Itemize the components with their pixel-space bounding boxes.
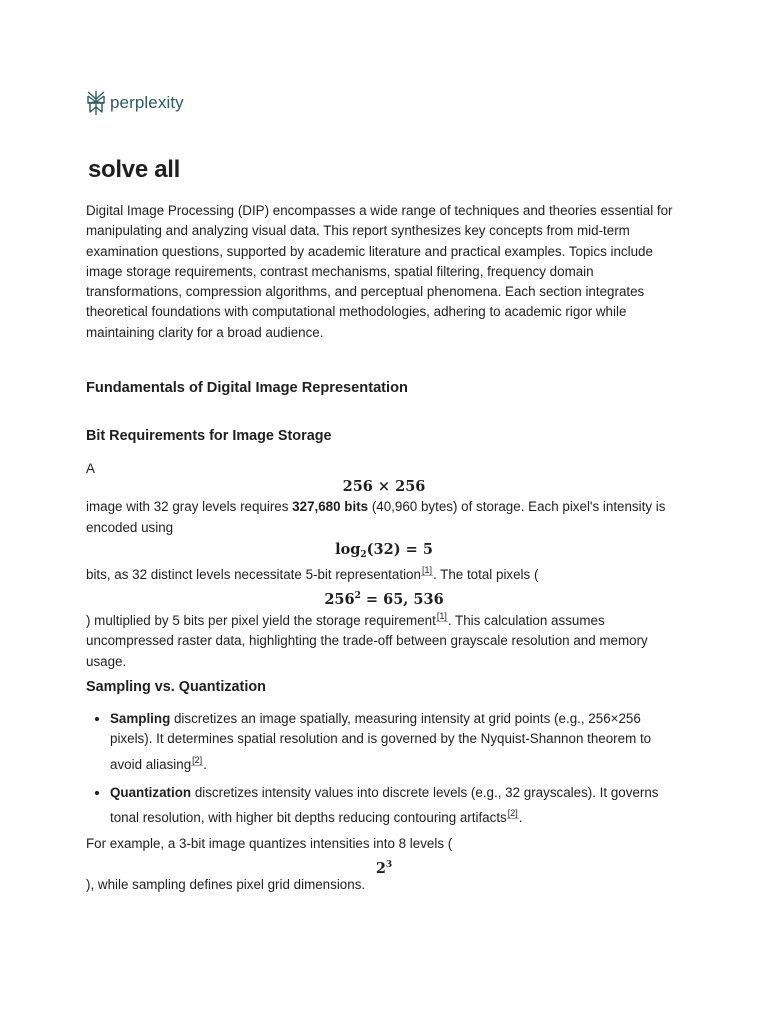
math-256-squared [0,586,768,609]
math-exponent: 2 [354,591,361,602]
page-title: solve all [88,156,181,183]
storage-paragraph [86,497,686,538]
math-base-2: 2 [375,859,386,877]
bits-text: bits, as 32 distinct levels necessitate 5-bit representation [86,566,421,582]
subheading-sampling: Sampling vs. Quantization [86,679,266,695]
perplexity-logo-icon [86,90,106,116]
sampling-desc: discretizes an image spatially, measuring intensity at grid points (e.g., 256×256 pixels). It determines spatial resolution and is governed by the Nyquist-Shannon theorem to avoid aliasing [110,711,652,772]
bits-paragraph [86,560,686,585]
math-log-base: 2 [360,549,367,560]
list-item [110,783,686,829]
storage-bits-value: 327,680 bits [292,499,369,515]
citation-link-1b[interactable]: [1] [436,611,447,622]
bit-requirements-block [86,459,686,672]
storage-text: image with 32 gray levels requires [86,499,293,515]
total-pixels-paragraph [86,606,686,672]
math-log: log [335,540,361,558]
sampling-list [86,709,686,828]
math-256x256: 256 × 256 [342,478,426,496]
math-2-cubed [0,855,768,875]
math-log-rest: (32) = 5 [366,540,433,558]
intro-paragraph: Digital Image Processing (DIP) encompasses a wide range of techniques and theories essential for manipulating and analyzing visual data. This report synthesizes key concepts from mid-term examination questions, supported by academic literature and practical examples. Topics include image storage requirements, contrast mechanisms, spatial filtering, frequency domain transformations, compression algorithms, and perceptual phenomena. Each section integrates theoretical foundations with computational methodologies, adhering to academic rigor while maintaining clarity for a broad audience. [86,203,673,340]
list-item [110,709,686,775]
quantization-end: . [518,810,523,826]
term-quantization: Quantization [110,784,192,800]
text-line-a: A [86,461,95,476]
term-sampling: Sampling [110,711,171,726]
brand-name: perplexity [110,93,184,112]
citation-link-1[interactable]: [1] [421,564,432,575]
storage-text-cont: (40,960 bytes) of storage. Each pixel's intensity is encoded using [86,499,666,535]
citation-link-2[interactable]: [2] [192,754,203,765]
math-base: 256 [324,591,355,609]
example-text: For example, a 3-bit image quantizes intensities into 8 levels ( [86,836,453,852]
brand-logo[interactable] [86,90,184,116]
sampling-block [86,709,686,895]
bits-text-cont: . The total pixels ( [432,566,539,582]
math-rest: = 65, 536 [360,591,444,609]
example-text-cont: ), while sampling defines pixel grid dimensions. [86,876,366,892]
subheading-bit-requirements: Bit Requirements for Image Storage [86,428,332,444]
math-exponent-3: 3 [385,859,393,870]
total-text: ) multiplied by 5 bits per pixel yield the storage requirement [86,613,436,629]
quantization-desc: discretizes intensity values into discrete levels (e.g., 32 grayscales). It governs tonal resolution, with higher bit depths reducing contouring artifacts [110,784,659,826]
section-heading-fundamentals: Fundamentals of Digital Image Representation [86,380,408,396]
math-log2-32 [0,540,768,560]
citation-link-2b[interactable]: [2] [507,808,518,819]
sampling-end: . [203,756,207,772]
total-text-cont: . This calculation assumes uncompressed raster data, highlighting the trade-off between grayscale resolution and memory usage. [86,613,648,669]
